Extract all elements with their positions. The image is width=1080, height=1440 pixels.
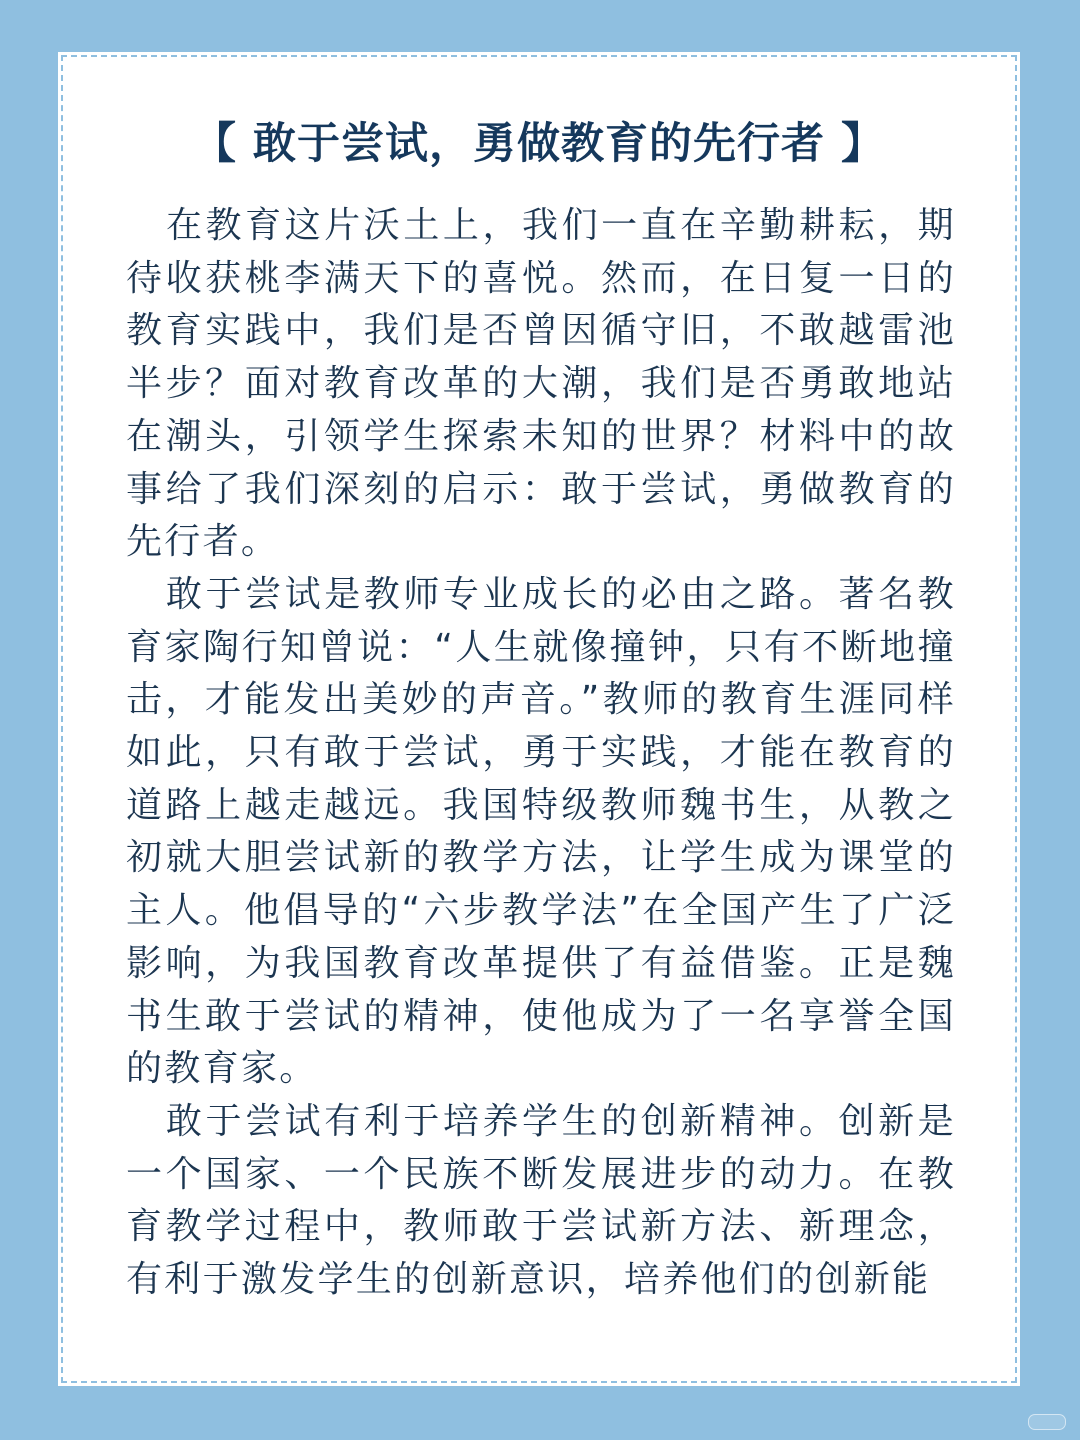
paragraph-intro: 在教育这片沃土上，我们一直在辛勤耕耘，期待收获桃李满天下的喜悦。然而，在日复一日的教育实践中，我们是否曾因循守旧，不敢越雷池半步？面对教育改革的大潮，我们是否勇敢地站在潮头，引领学生探索未知的世界？材料中的故事给了我们深刻的启示：敢于尝试，勇做教育的先行者。 [126, 205, 956, 563]
paragraph-innovation: 敢于尝试有利于培养学生的创新精神。创新是一个国家、一个民族不断发展进步的动力。在教育教学过程中，教师敢于尝试新方法、新理念，有利于激发学生的创新意识，培养他们的创新能 [126, 1100, 956, 1301]
article-title: 【 敢于尝试，勇做教育的先行者 】 [193, 119, 885, 169]
article-body [126, 200, 956, 1307]
article-card [58, 52, 1020, 1386]
paragraph-growth: 敢于尝试是教师专业成长的必由之路。著名教育家陶行知曾说：“人生就像撞钟，只有不断地撞击，才能发出美妙的声音。”教师的教育生涯同样如此，只有敢于尝试，勇于实践，才能在教育的道路上越走越远。我国特级教师魏书生，从教之初就大胆尝试新的教学方法，让学生成为课堂的主人。他倡导的“六步教学法”在全国产生了广泛影响，为我国教育改革提供了有益借鉴。正是魏书生敢于尝试的精神，使他成为了一名享誉全国的教育家。 [126, 573, 956, 1090]
watermark-icon [1028, 1414, 1066, 1430]
